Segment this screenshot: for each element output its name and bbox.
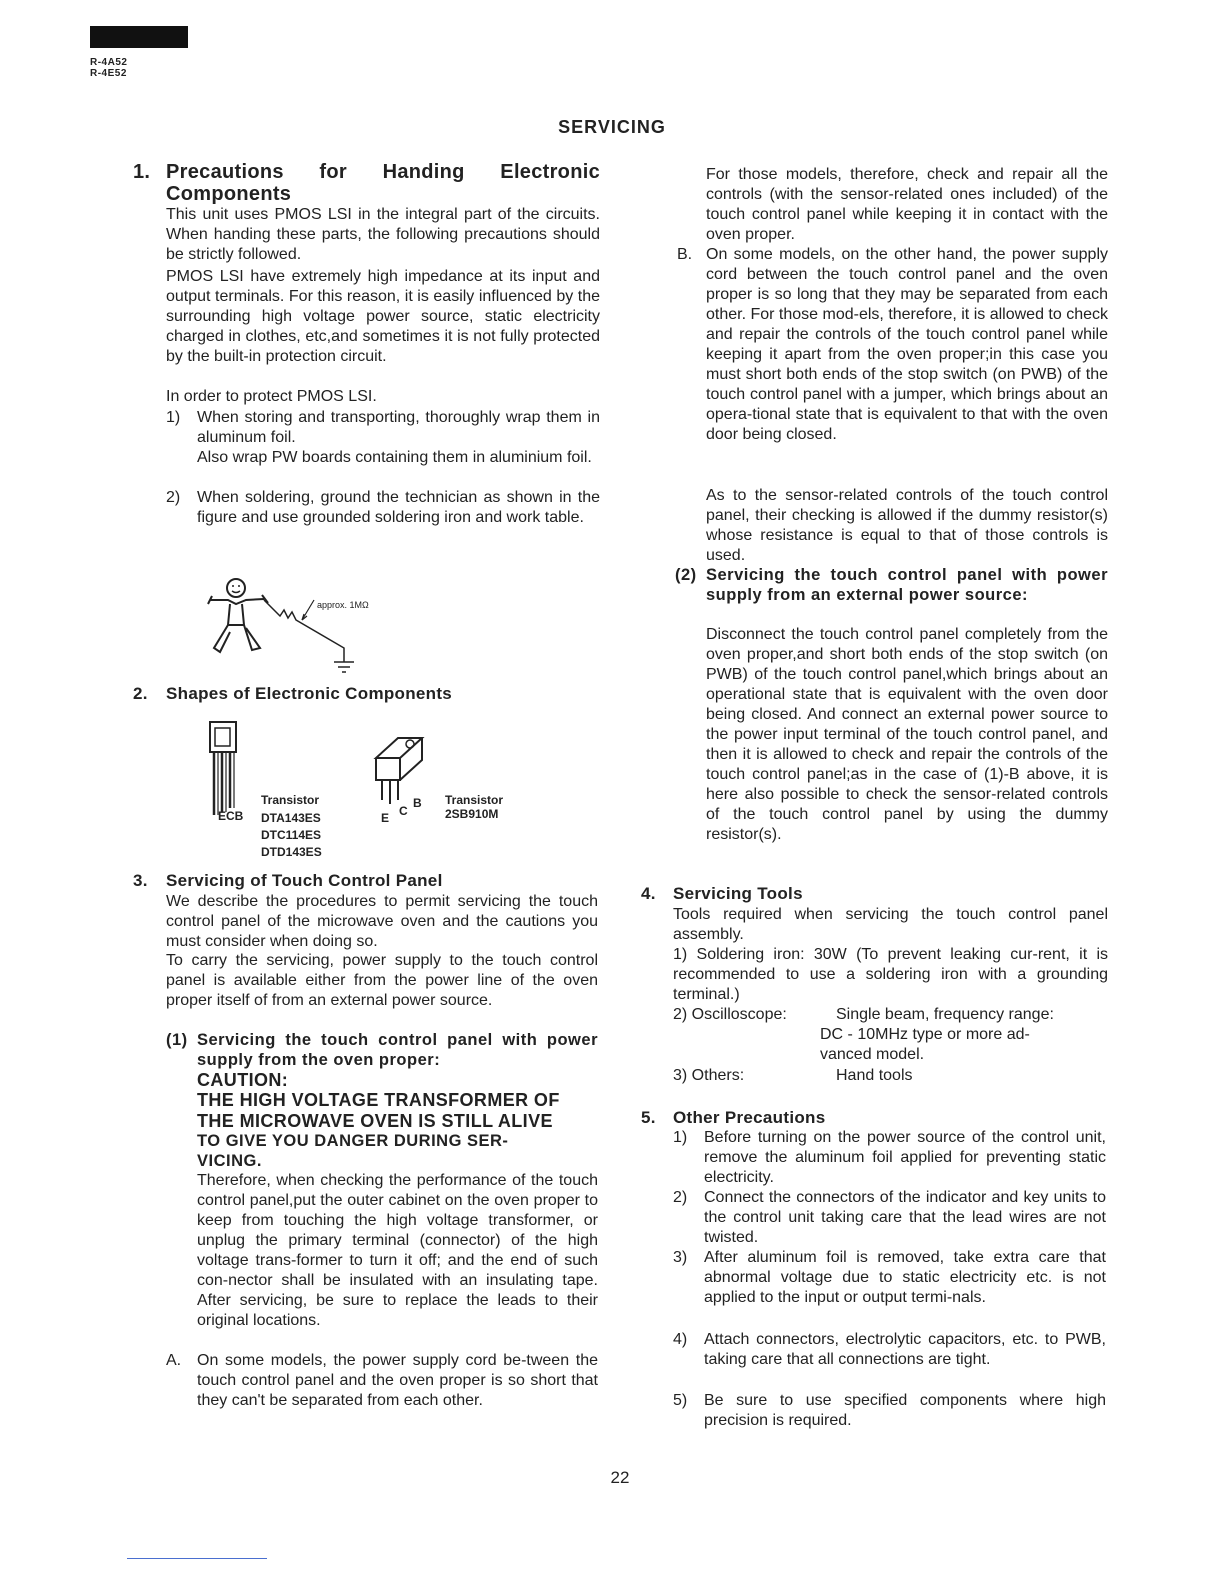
section-3-paragraph-2: To carry the servicing, power supply to the touch control panel is available either from the power line of the oven proper itself of from an external power source. <box>166 952 598 1009</box>
caution-line-4: VICING. <box>197 1152 262 1170</box>
page-number: 22 <box>610 1468 630 1487</box>
subsection-2-number: (2) <box>675 566 697 584</box>
model-number-2: R-4E52 <box>90 68 127 79</box>
section-1-intro: This unit uses PMOS LSI in the integral part of the circuits. When handing these parts, the following precautions should be strictly followed. <box>166 206 600 263</box>
section-5-item-4: Attach connectors, electrolytic capacitors, etc. to PWB, taking care that all connections are tight. <box>704 1331 1106 1368</box>
caution-line-2: THE MICROWAVE OVEN IS STILL ALIVE <box>197 1111 553 1131</box>
section-1-number: 1. <box>133 161 151 183</box>
transistor-2-label: Transistor <box>445 793 504 807</box>
item-b-sensor-note: As to the sensor-related controls of the touch control panel, their checking is allowed if the dummy resistor(s) whose resistance is equal to that of those controls is used. <box>706 487 1108 564</box>
section-4-tool-2-line-3: vanced model. <box>820 1046 925 1063</box>
transistor-1-label: Transistor <box>261 793 320 807</box>
section-4-tool-3-value: Hand tools <box>836 1067 913 1084</box>
section-5-item-3: After aluminum foil is removed, take extra care that abnormal voltage due to static electricity etc. is not applied to the input or output termi-nals. <box>704 1249 1106 1306</box>
section-1-heading: Precautions for Handing Electronic Components <box>166 161 600 205</box>
section-5-item-5: Be sure to use specified components where high precision is required. <box>704 1392 1106 1429</box>
section-1-item2: When soldering, ground the technician as shown in the figure and use grounded soldering iron and work table. <box>197 489 600 526</box>
header-black-bar <box>90 26 188 48</box>
section-1-item1-number: 1) <box>166 409 181 426</box>
transistor-1-part-3: DTD143ES <box>261 845 322 859</box>
section-1-body: PMOS LSI have extremely high impedance at its input and output terminals. For this reason, it is easily influenced by the surrounding high voltage power source, static electricity charged in clothes, etc,and sometimes it is not fully protected by the built-in protection circuit. <box>166 268 600 365</box>
section-2-number: 2. <box>133 684 148 703</box>
item-b-text: On some models, on the other hand, the power supply cord between the touch control panel and the oven proper is so long that they may be separated from each other. For those mod-els, therefore, it is allowed to check and repair the controls of the touch control panel while keeping it apart from the oven proper;in this case you must short both ends of the stop switch (on PWB) of the touch control panel with a jumper, which brings about an opera-tional state that is equivalent to that with the oven door being closed. <box>706 246 1108 443</box>
section-5-item-4-number: 4) <box>673 1331 688 1348</box>
section-4-tool-2-line-1: Single beam, frequency range: <box>836 1006 1054 1023</box>
transistor-to92-drawing <box>206 720 246 820</box>
section-2-heading: Shapes of Electronic Components <box>166 684 453 703</box>
transistor-2-pin-c: C <box>399 804 408 818</box>
section-4-heading: Servicing Tools <box>673 884 803 903</box>
section-5-item-1: Before turning on the power source of the control unit, remove the aluminum foil applied for preventing static electricity. <box>704 1129 1106 1186</box>
transistor-2-pin-e: E <box>381 811 390 825</box>
section-4-tool-2-label: 2) Oscilloscope: <box>673 1006 787 1023</box>
transistor-2sb910m-drawing <box>370 728 434 808</box>
section-4-tool-2-line-2: DC - 10MHz type or more ad- <box>820 1026 1030 1043</box>
section-1-lead: In order to protect PMOS LSI. <box>166 388 377 405</box>
page-title: SERVICING <box>558 117 666 137</box>
section-5-item-5-number: 5) <box>673 1392 688 1409</box>
figure-label-resistance: approx. 1MΩ <box>317 600 369 610</box>
transistor-1-part-1: DTA143ES <box>261 811 321 825</box>
section-5-heading: Other Precautions <box>673 1108 826 1127</box>
transistor-2-pin-b: B <box>413 796 422 810</box>
section-4-number: 4. <box>641 884 656 903</box>
caution-line-3: TO GIVE YOU DANGER DURING SER- <box>197 1132 509 1150</box>
grounded-technician-figure <box>200 570 360 675</box>
section-1-item1: When storing and transporting, thoroughly wrap them in aluminum foil. <box>197 409 600 446</box>
bottom-divider <box>127 1558 267 1559</box>
subsection-2-heading: Servicing the touch control panel with power supply from an external power source: <box>706 566 1108 604</box>
item-a-label: A. <box>166 1352 182 1369</box>
item-b-label: B. <box>677 246 693 263</box>
section-4-intro: Tools required when servicing the touch control panel assembly. <box>673 906 1108 943</box>
subsection-1-heading: Servicing the touch control panel with power supply from the oven proper: <box>197 1031 598 1069</box>
caution-therefore-paragraph: Therefore, when checking the performance of the touch control panel,put the outer cabinet on the oven proper to keep from touching the high voltage transformer, or unplug the primary terminal (connector) of the high voltage trans-former to turn it off; and the end of such con-nector shall be insulated with an insulating tape. After servicing, be sure to replace the leads to their original locations. <box>197 1172 598 1329</box>
model-number-1: R-4A52 <box>90 57 128 68</box>
section-1-item1b: Also wrap PW boards containing them in aluminium foil. <box>197 449 592 466</box>
section-1-item2-number: 2) <box>166 489 181 506</box>
section-4-tool-3-label: 3) Others: <box>673 1067 745 1084</box>
section-3-paragraph-1: We describe the procedures to permit servicing the touch control panel of the microwave oven and the cautions you must consider when doing so. <box>166 893 598 950</box>
section-5-item-1-number: 1) <box>673 1129 688 1146</box>
section-4-tool-1: 1) Soldering iron: 30W (To prevent leaking cur-rent, it is recommended to use a soldering iron with a grounding terminal.) <box>673 946 1108 1003</box>
section-5-number: 5. <box>641 1108 656 1127</box>
section-5-item-3-number: 3) <box>673 1249 688 1266</box>
caution-line-1: THE HIGH VOLTAGE TRANSFORMER OF <box>197 1090 560 1110</box>
section-3-heading: Servicing of Touch Control Panel <box>166 871 443 890</box>
section-3-number: 3. <box>133 871 148 890</box>
caution-label: CAUTION: <box>197 1070 289 1090</box>
transistor-1-pins: ECB <box>218 809 244 823</box>
item-a-continued: For those models, therefore, check and repair all the controls (with the sensor-related ones included) of the touch control panel while keeping it in contact with the oven proper. <box>706 166 1108 243</box>
transistor-2-part: 2SB910M <box>445 807 499 821</box>
subsection-2-text: Disconnect the touch control panel completely from the oven proper,and short both ends of the stop switch (on PWB) of the touch control panel,which brings about an operational state that is equivalent with the oven door being closed. And connect an external power source to the power input terminal of the touch control panel, and then it is allowed to check and repair the controls of the touch control panel;as in the case of (1)-B above, it is here also possible to check the sensor-related controls of the touch control panel by using the dummy resistor(s). <box>706 626 1108 843</box>
subsection-1-number: (1) <box>166 1031 188 1049</box>
item-a-text: On some models, the power supply cord be-tween the touch control panel and the oven proper is so short that they can't be separated from each other. <box>197 1352 598 1409</box>
transistor-1-part-2: DTC114ES <box>261 828 322 842</box>
section-5-item-2-number: 2) <box>673 1189 688 1206</box>
section-5-item-2: Connect the connectors of the indicator and key units to the control unit taking care that the lead wires are not twisted. <box>704 1189 1106 1246</box>
